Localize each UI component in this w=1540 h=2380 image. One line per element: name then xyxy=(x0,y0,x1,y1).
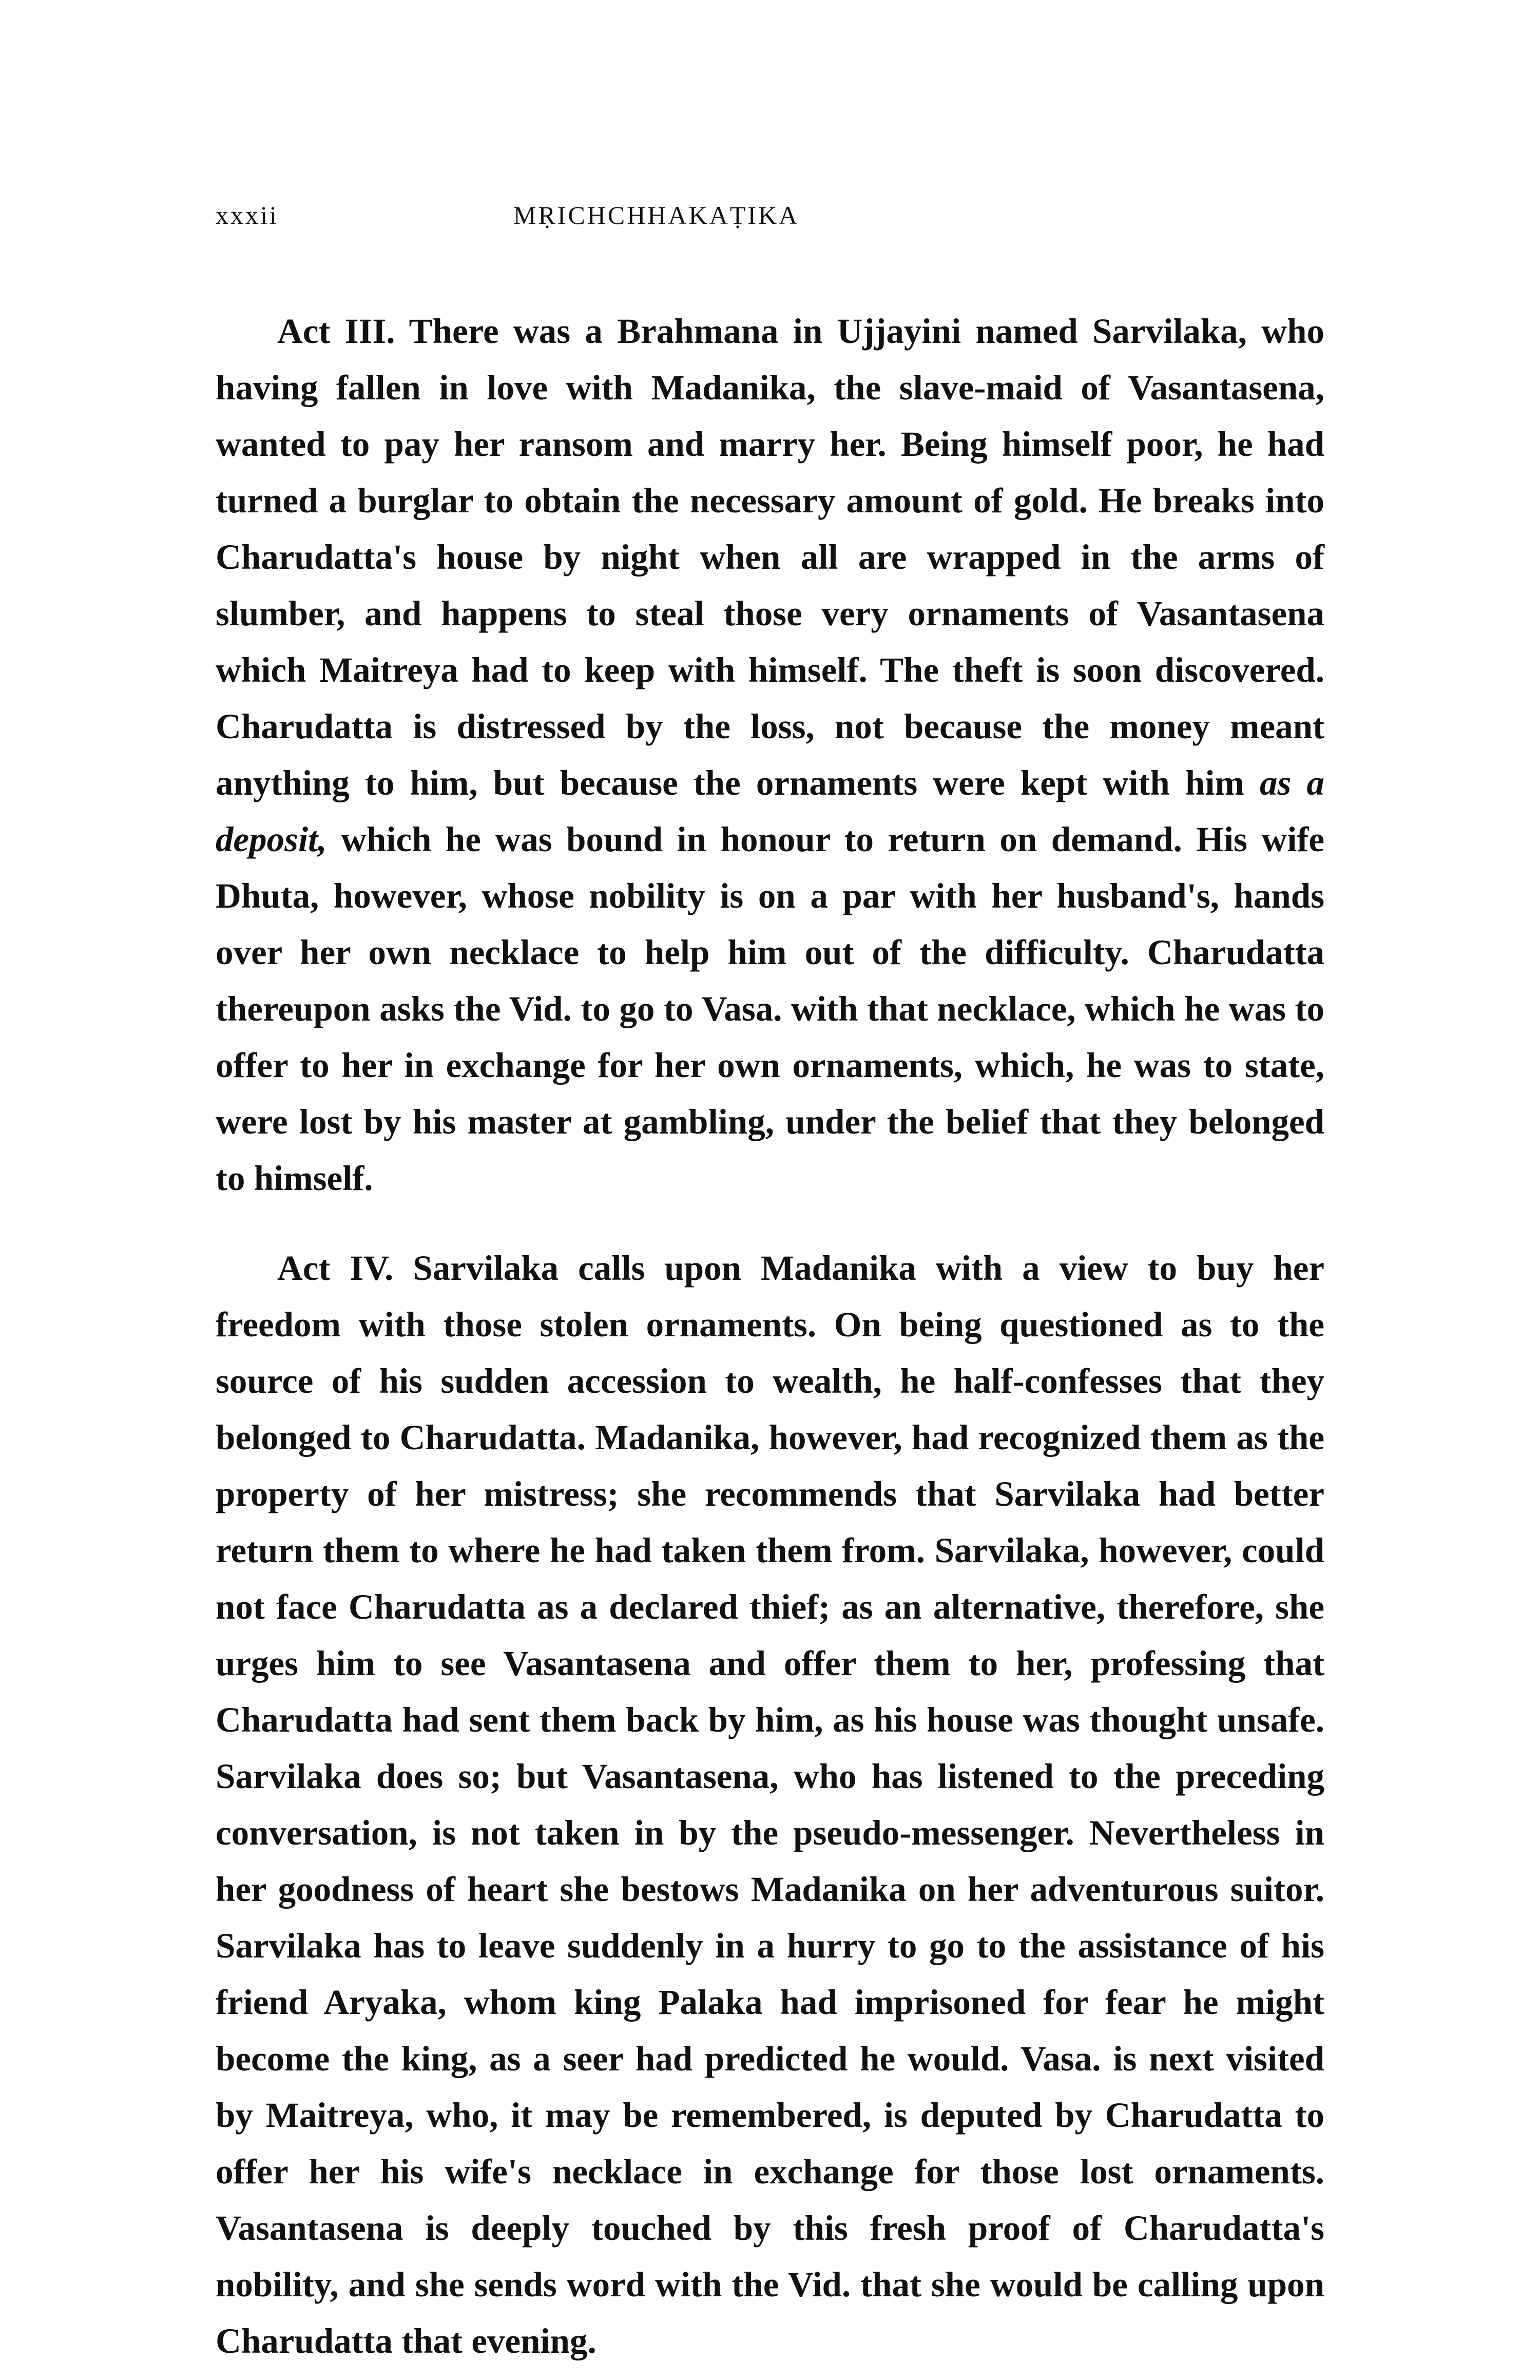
paragraph-text: Sarvilaka calls upon Madanika with a view to buy her freedom with those stolen ornaments. On being questioned as to the source of his sudden accession to wealth, he half-confesses that they belonged to Charudatta. Madanika, however, had recognized them as the property of her mistress; she recommends that Sarvilaka had better return them to where he had taken them from. Sarvilaka, however, could not face Charudatta as a declared thief; as an alternative, therefore, she urges him to see Vasantasena and offer them to her, professing that Charudatta had sent them back by him, as his house was thought unsafe. Sarvilaka does so; but Vasantasena, who has listened to the preceding conversation, is not taken in by the pseudo-messenger. Nevertheless in her goodness of heart she bestows Madanika on her adventurous suitor. Sarvilaka has to leave suddenly in a hurry to go to the assistance of his friend Aryaka, whom king Palaka had imprisoned for fear he might become the king, as a seer had predicted he would. Vasa. is next visited by Maitreya, who, it may be remembered, is deputed by Charudatta to offer her his wife's necklace in exchange for those lost ornaments. Vasantasena is deeply touched by this fresh proof of Charudatta's nobility, and she sends word with the Vid. that she would be calling upon Charudatta that evening. xyxy=(216,1249,1324,2360)
paragraph-act-iii xyxy=(216,303,1324,1206)
italic-phrase: as a deposit, xyxy=(216,763,1324,859)
body-text xyxy=(216,303,1324,2369)
act-label: Act IV. xyxy=(277,1249,394,1288)
page-header xyxy=(216,200,1324,241)
running-title: MṚICHCHHAKAṬIKA xyxy=(513,201,800,229)
act-label: Act III. xyxy=(277,312,395,351)
paragraph-act-iv xyxy=(216,1240,1324,2369)
paragraph-text-continued: which he was bound in honour to return on demand. His wife Dhuta, however, whose nobility is on a par with her husband's, hands over her own necklace to help him out of the difficulty. Charudatta thereupon asks the Vid. to go to Vasa. with that necklace, which he was to offer to her in exchange for her own ornaments, which, he was to state, were lost by his master at gambling, under the belief that they belonged to himself. xyxy=(216,820,1324,1198)
paragraph-text: There was a Brahmana in Ujjayini named Sarvilaka, who having fallen in love with Madanika, the slave-maid of Vasantasena, wanted to pay her ransom and marry her. Being himself poor, he had turned a burglar to obtain the necessary amount of gold. He breaks into Charudatta's house by night when all are wrapped in the arms of slumber, and happens to steal those very ornaments of Vasantasena which Maitreya had to keep with himself. The theft is soon discovered. Charudatta is distressed by the loss, not because the money meant anything to him, but because the ornaments were kept with him xyxy=(216,312,1324,802)
page-number: xxxii xyxy=(216,201,279,229)
